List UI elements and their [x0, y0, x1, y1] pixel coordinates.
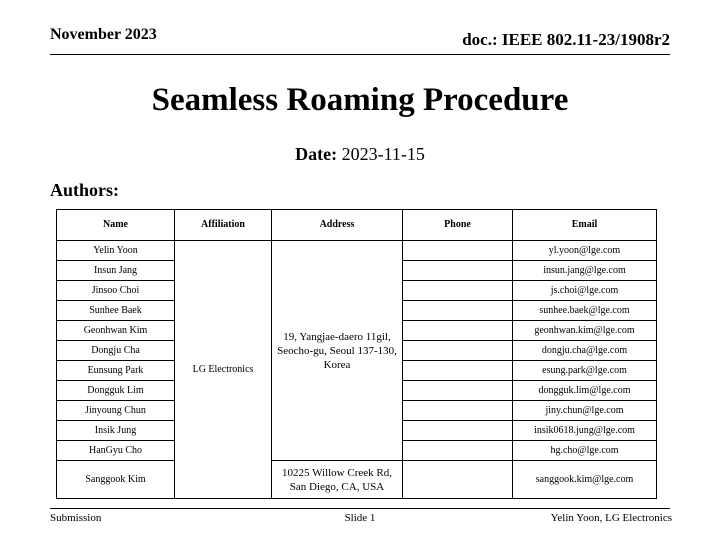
author-email: hg.cho@lge.com [513, 441, 657, 461]
phone-cell [403, 381, 513, 401]
author-name: Jinsoo Choi [57, 281, 175, 301]
footer-author: Yelin Yoon, LG Electronics [550, 512, 672, 524]
column-header-phone: Phone [403, 210, 513, 241]
phone-cell [403, 401, 513, 421]
phone-cell [403, 261, 513, 281]
phone-cell [403, 421, 513, 441]
author-email: esung.park@lge.com [513, 361, 657, 381]
author-email: insik0618.jung@lge.com [513, 421, 657, 441]
phone-cell [403, 361, 513, 381]
phone-cell [403, 341, 513, 361]
author-name: Jinyoung Chun [57, 401, 175, 421]
author-name: Insik Jung [57, 421, 175, 441]
phone-cell [403, 321, 513, 341]
phone-cell [403, 461, 513, 499]
author-name: Sanggook Kim [57, 461, 175, 499]
authors-heading: Authors: [50, 180, 120, 200]
address-cell-usa: 10225 Willow Creek Rd, San Diego, CA, USA [272, 461, 403, 499]
phone-cell [403, 441, 513, 461]
author-name: Geonhwan Kim [57, 321, 175, 341]
author-email: yl.yoon@lge.com [513, 241, 657, 261]
table-header-row [57, 210, 657, 241]
affiliation-cell: LG Electronics [175, 241, 272, 499]
column-header-name: Name [57, 210, 175, 241]
author-name: Sunhee Baek [57, 301, 175, 321]
phone-cell [403, 281, 513, 301]
table-row [57, 241, 657, 261]
column-header-email: Email [513, 210, 657, 241]
slide-title: Seamless Roaming Procedure [151, 82, 569, 118]
author-name: Eunsung Park [57, 361, 175, 381]
column-header-affiliation: Affiliation [175, 210, 272, 241]
author-name: Insun Jang [57, 261, 175, 281]
table-row [57, 461, 657, 499]
header-divider [50, 54, 670, 55]
author-email: sunhee.baek@lge.com [513, 301, 657, 321]
footer-submission: Submission [50, 512, 102, 524]
phone-cell [403, 241, 513, 261]
authors-table [56, 209, 657, 499]
author-email: sanggook.kim@lge.com [513, 461, 657, 499]
author-name: Dongju Cha [57, 341, 175, 361]
author-name: Dongguk Lim [57, 381, 175, 401]
phone-cell [403, 301, 513, 321]
author-email: dongguk.lim@lge.com [513, 381, 657, 401]
footer-slide-number: Slide 1 [344, 512, 376, 524]
author-email: insun.jang@lge.com [513, 261, 657, 281]
footer-divider [50, 508, 670, 509]
author-email: js.choi@lge.com [513, 281, 657, 301]
author-email: geonhwan.kim@lge.com [513, 321, 657, 341]
author-name: Yelin Yoon [57, 241, 175, 261]
author-email: dongju.cha@lge.com [513, 341, 657, 361]
date-value: 2023-11-15 [341, 144, 425, 164]
author-email: jiny.chun@lge.com [513, 401, 657, 421]
author-name: HanGyu Cho [57, 441, 175, 461]
header-doc-id: doc.: IEEE 802.11-23/1908r2 [462, 30, 670, 49]
date-label: Date: [295, 144, 338, 164]
column-header-address: Address [272, 210, 403, 241]
address-cell-korea: 19, Yangjae-daero 11gil, Seocho-gu, Seoul 137-130, Korea [272, 241, 403, 461]
date-line [0, 144, 720, 165]
header-date: November 2023 [50, 26, 157, 43]
